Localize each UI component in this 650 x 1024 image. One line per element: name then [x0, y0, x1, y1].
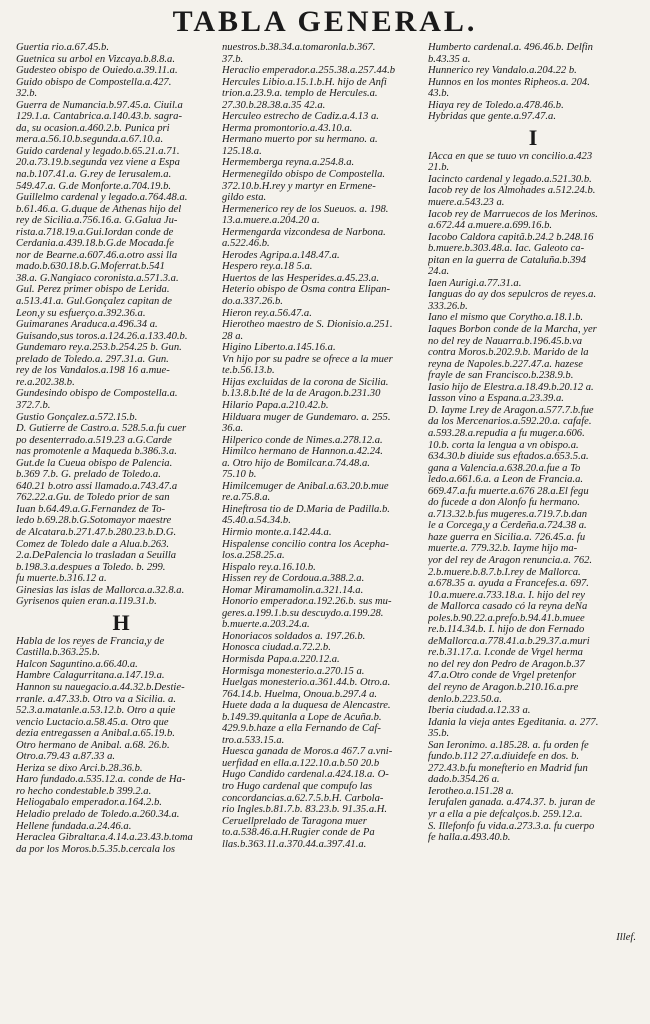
index-line: Hermenegildo obispo de Compostella.	[222, 169, 386, 181]
index-line: Guetnica su arbol en Vizcaya.b.8.8.a.	[16, 53, 175, 65]
index-line: b.369 7.b. G. prelado de Toledo.a.	[16, 469, 161, 481]
index-line: b.149.39.quitanla a Lope de Acuña.b.	[222, 711, 382, 723]
section-letter: I	[528, 124, 538, 150]
index-line: Comez de Toledo dale a Alua.b.263.	[16, 538, 170, 550]
index-line: do.a.337.26.b.	[222, 296, 283, 308]
index-line: 43.b.	[428, 88, 450, 100]
index-line: Gyrisenos quien eran.a.119.31.b.	[16, 596, 157, 608]
index-line: 47.a.Otro conde de Vrgel pretenfor	[428, 670, 577, 682]
index-line: nas promotenle a Maqueda b.386.3.a.	[16, 446, 177, 458]
index-line: Hambre Calagurritana.a.147.19.a.	[16, 670, 165, 682]
index-column-1	[16, 42, 226, 982]
index-line: Hellene fundada.a.24.46.a.	[16, 820, 132, 832]
index-line: Otro hermano de Anibal. a.68. 26.b.	[16, 739, 170, 751]
index-line: Hilperico conde de Nimes.a.278.12.a.	[222, 434, 383, 446]
index-line: 372.7.b.	[16, 399, 51, 411]
index-line: denlo.b.223.50.a.	[428, 693, 502, 705]
index-line: Hispalense concilio contra los Acepha-	[222, 538, 389, 550]
index-line: 75.10 b.	[222, 469, 257, 481]
index-line: 32.b.	[16, 88, 38, 100]
index-line: pitan en la guerra de Cataluña.b.394	[428, 254, 587, 266]
index-line: Guertia rio.a.67.45.b.	[16, 42, 109, 53]
index-line: Heliogabalo emperador.a.164.2.b.	[16, 797, 162, 809]
index-line: Guido obispo de Compostella.a.427.	[16, 76, 172, 88]
index-line: le a Corcega,y a Cerdeña.a.724.38 a.	[428, 520, 587, 532]
index-line: tro.a.533.15.a.	[222, 734, 285, 746]
index-line: Himilco hermano de Hannon.a.42.24.	[222, 446, 383, 458]
index-line: gana a Valencia.a.638.20.a.fue a To	[428, 462, 581, 474]
index-line: Iacob rey de Marruecos de los Merinos.	[428, 208, 598, 220]
index-line: Hormisga monesterio.a.270.15 a.	[222, 665, 365, 677]
index-line: mado.b.630.18.b.G.Moferrat.b.541	[16, 261, 165, 273]
index-column-2	[222, 42, 434, 977]
index-line: Huesca ganada de Moros.a 467.7 a.vni-	[222, 746, 393, 758]
index-line: rey de Sicilia.a.756.16.a. G.Galua Ju-	[16, 215, 178, 227]
index-line: Iberia ciudad.a.12.33 a.	[428, 705, 531, 717]
index-line: Hieron rey.a.56.47.a.	[222, 307, 312, 319]
index-line: Otro.a.79.43 a.87.33 a.	[16, 751, 116, 763]
index-line: nor de Bearne.a.607.46.a.otro assi lla	[16, 249, 178, 261]
index-line: Heterio obispo de Osma contra Elipan-	[222, 284, 391, 296]
index-line: b.13.8.b.Ité de la de Aragon.b.231.30	[222, 388, 381, 400]
page-title: TABLA GENERAL.	[172, 5, 478, 38]
index-line: 669.47.a.fu muerte.a.676 28.a.El fegu	[428, 485, 589, 497]
index-line: Hispalo rey.a.16.10.b.	[222, 561, 316, 573]
index-line: Guido cardenal y legado.b.65.21.a.71.	[16, 145, 180, 157]
index-line: Humberto cardenal.a. 496.46.b. Delfin	[428, 42, 593, 53]
index-line: 762.22.a.Gu. de Toledo prior de san	[16, 492, 170, 504]
index-line: 45.40.a.54.34.b.	[222, 515, 291, 527]
index-line: da por los Moros.b.5.35.b.cercala los	[16, 843, 175, 855]
index-line: yr a ella a pie defcalços.b. 259.12.a.	[428, 809, 583, 820]
index-line: Gundemaro rey.a.253.b.254.25 b. Gun.	[16, 342, 182, 354]
index-line: 10.a.muere.a.733.18.a. I. hijo del rey	[428, 589, 585, 601]
index-line: Hilduara muger de Gundemaro. a. 255.	[222, 411, 391, 423]
index-line: 21.b.	[428, 162, 450, 174]
index-line: 2.b.muere.b.8.7.b.I.rey de Mallorca.	[428, 566, 581, 578]
index-line: Iasio hijo de Elestra.a.18.49.b.20.12 a.	[428, 381, 594, 393]
index-line: te.b.56.13.b.	[222, 365, 275, 377]
index-line: Leon,y su esfuerço.a.392.36.a.	[16, 307, 146, 319]
index-line: 28 a.	[222, 330, 244, 342]
index-line: Huete dada a la duquesa de Alencastre.	[222, 700, 391, 712]
index-line: D. Iayme I.rey de Aragon.a.577.7.b.fue	[428, 404, 594, 416]
index-line: Ierotheo.a.151.28 a.	[428, 785, 514, 797]
index-line: ledo.a.661.6.a. a Leon de Francia.a.	[428, 474, 584, 486]
index-line: IAcca en que se tuuo vn concilio.a.423	[428, 150, 593, 162]
index-line: Hirmio monte.a.142.44.a.	[222, 526, 332, 538]
index-line: frayle de san Francisco.b.238.9.b.	[428, 370, 574, 382]
index-line: no del rey de Nauarra.b.196.45.b.va	[428, 335, 583, 347]
index-line: Guerra de Numancia.b.97.45.a. Ciuil.a	[16, 99, 183, 111]
index-line: a.713.32.b.fus mugeres.a.719.7.b.dan	[428, 508, 588, 520]
index-line: no del rey don Pedro de Aragon.b.37	[428, 658, 585, 670]
index-line: reyna de Napoles.b.227.47.a. hazese	[428, 358, 583, 370]
index-line: 35.b.	[428, 728, 450, 740]
index-line: 36.a.	[222, 423, 244, 435]
index-line: Habla de los reyes de Francia,y de	[16, 635, 165, 647]
index-line: Cerdania.a.439.18.b.G.de Mocada.fe	[16, 238, 174, 250]
index-line: 20.a.73.19.b.segunda vez viene a Espa	[16, 157, 180, 169]
index-line: a. Otro hijo de Bomilcar.a.74.48.a.	[222, 457, 370, 469]
index-line: Iuan b.64.49.a.G.Fernandez de To-	[16, 503, 166, 515]
index-line: prelado de Toledo.a. 297.31.a. Gun.	[16, 353, 169, 365]
index-line: Herodes Agripa.a.148.47.a.	[222, 249, 340, 261]
index-line: Castilla.b.363.25.b.	[16, 647, 100, 659]
index-line: Hierotheo maestro de S. Dionisio.a.251.	[222, 319, 393, 331]
index-line: rranle. a.47.33.b. Otro va a Sicilia. a.	[16, 693, 176, 705]
index-line: a.513.41.a. Gul.Gonçalez capitan de	[16, 296, 172, 308]
index-line: Hercules Libio.a.15.1.b.H. hijo de Anfi	[222, 76, 387, 88]
index-line: fe halla.a.493.40.b.	[428, 832, 511, 844]
index-line: dezia entregassen a Anibal.a.65.19.b.	[16, 728, 175, 740]
index-line: Himilcemuger de Anibal.a.63.20.b.mue	[222, 480, 389, 492]
index-line: Higino Liberto.a.145.16.a.	[222, 342, 336, 354]
index-line: do fucede a don Alonfo fu hermano.	[428, 497, 580, 509]
index-line: Iaen Aurigi.a.77.31.a.	[428, 277, 522, 289]
index-line: 549.47.a. G.de Monforte.a.704.19.b.	[16, 180, 172, 192]
index-line: dado.b.354.26 a.	[428, 774, 500, 786]
index-line: tro Hugo cardenal que compufo las	[222, 781, 373, 792]
index-line: 125.18.a.	[222, 145, 262, 157]
index-line: Iano el mismo que Corytho.a.18.1.b.	[428, 312, 584, 324]
index-line: Honorio emperador.a.192.26.b. sus mu-	[222, 596, 392, 608]
index-line: Heraclea Gibraltar.a.4.14.a.23.43.b.toma	[16, 832, 193, 844]
index-line: Iaques Borbon conde de la Marcha, yer	[428, 324, 597, 336]
index-line: de Alcatara.b.271.47.b.280.23.b.D.G.	[16, 526, 177, 538]
index-line: Guimaranes Araduca.a.496.34 a.	[16, 319, 158, 331]
index-line: Hespero rey.a.18 5.a.	[222, 261, 313, 273]
index-line: gildo esta.	[222, 192, 267, 204]
index-line: 640.21 b.otro assi llamado.a.743.47.a	[16, 480, 178, 492]
index-line: 2.a.DePalencia lo trasladan a Seuilla	[16, 550, 177, 562]
index-line: rio Ingles.b.81.7.b. 83.23.b. 91.35.a.H.	[222, 804, 388, 816]
index-line: Hormisda Papa.a.220.12.a.	[222, 653, 340, 665]
index-line: yor del rey de Aragon renuncia.a. 762.	[428, 554, 593, 566]
index-line: Idania la vieja antes Egeditania. a. 277.	[428, 716, 599, 728]
index-line: re.a.202.38.b.	[16, 376, 75, 388]
index-line: Heladio prelado de Toledo.a.260.34.a.	[16, 809, 180, 820]
index-line: Gul. Perez primer obispo de Lerida.	[16, 284, 170, 296]
index-line: fu muerte.b.316.12 a.	[16, 573, 107, 585]
index-line: Haro fundado.a.535.12.a. conde de Ha-	[16, 774, 186, 786]
index-line: Heraclio emperador.a.255.38.a.257.44.b	[222, 65, 396, 77]
index-line: muere.a.543.23 a.	[428, 197, 505, 209]
index-line: Hugo Candido cardenal.a.424.18.a. O-	[222, 769, 389, 781]
index-line: b.muerte.a.203.24.a.	[222, 619, 310, 631]
index-line: Hineftrosa tio de D.Maria de Padilla.b.	[222, 503, 390, 515]
index-line: San Ieronimo. a.185.28. a. fu orden fe	[428, 739, 589, 751]
index-line: na.b.107.41.a. G.rey de Ierusalem.a.	[16, 169, 172, 181]
index-line: b.198.3.a.despues a Toledo. b. 299.	[16, 561, 166, 573]
index-line: b.43.35 a.	[428, 53, 471, 65]
index-line: 333.26.b.	[428, 300, 468, 312]
index-line: Gustio Gonçalez.a.572.15.b.	[16, 411, 138, 423]
index-line: 372.10.b.H.rey y martyr en Ermene-	[222, 180, 376, 192]
index-line: Hermengarda vizcondesa de Narbona.	[222, 226, 386, 238]
index-line: Gundesindo obispo de Compostella.a.	[16, 388, 178, 400]
index-line: 10.b. corta la lengua a vn obispo.a.	[428, 439, 579, 451]
index-line: rey de los Vandalos.a.198 16 a.mue-	[16, 365, 170, 377]
index-line: Honosca ciudad.a.72.2.b.	[222, 642, 331, 654]
index-line: b.61.46.a. G.duque de Athenas hijo del	[16, 203, 182, 215]
index-line: da, su ocasion.a.460.2.b. Punica pri	[16, 122, 170, 134]
index-line: 634.30.b diuide sus eftados.a.653.5.a.	[428, 451, 589, 463]
index-line: Ceruellprelado de Taragona muer	[222, 815, 367, 827]
index-line: 764.14.b. Huelma, Onoua.b.297.4 a.	[222, 688, 378, 700]
index-line: Guillelmo cardenal y legado.a.764.48.a.	[16, 192, 188, 204]
index-line: Gut.de la Cueua obispo de Palencia.	[16, 457, 173, 469]
index-line: 27.30.b.28.38.a.35 42.a.	[222, 99, 326, 111]
index-line: Hybridas que gente.a.97.47.a.	[428, 111, 556, 123]
index-line: Hissen rey de Cordoua.a.388.2.a.	[222, 573, 365, 585]
index-line: S. Illefonfo fu vida.a.273.3.a. fu cuerpo	[428, 820, 595, 832]
index-line: re.a.75.8.a.	[222, 492, 271, 504]
index-line: los.a.258.25.a.	[222, 550, 285, 562]
index-line: 38.a. G.Nangiaco coronista.a.571.3.a.	[16, 272, 179, 284]
index-line: Hermenerico rey de los Sueuos. a. 198.	[222, 203, 389, 215]
index-line: da los Mercenarios.a.592.20.a. cafafe.	[428, 416, 592, 428]
index-line: Herculeo estrecho de Cadiz.a.4.13 a.	[222, 111, 379, 123]
index-line: Hannon su nauegacio.a.44.32.b.Destie-	[16, 681, 185, 693]
index-line: vencio Luctacio.a.58.45.a. Otro que	[16, 716, 169, 728]
index-column-3	[428, 42, 638, 992]
index-line: Hermano muerto por su hermano. a.	[222, 134, 378, 146]
index-line: Hunnos en los montes Ripheos.a. 204.	[428, 76, 590, 88]
index-line: re.b.31.17.a. I.conde de Vrgel herma	[428, 647, 583, 659]
index-line: Guisando,sus toros.a.124.26.a.133.40.b.	[16, 330, 188, 342]
index-line: concordancias.a.62.7.5.b.H. Carbola-	[222, 792, 384, 804]
index-line: a.522.46.b.	[222, 238, 270, 250]
section-letter: H	[112, 609, 130, 635]
index-line: Iacobo Caldora capitã.b.24.2 b.248.16	[428, 231, 594, 243]
index-line: rista.a.718.19.a.Gui.Iordan conde de	[16, 226, 174, 238]
index-line: Vn hijo por su padre se ofrece a la muer	[222, 353, 393, 365]
index-line: Iacincto cardenal y legado.a.521.30.b.	[428, 173, 592, 185]
index-line: geres.a.199.1.b.su descuydo.a.199.28.	[222, 607, 384, 619]
index-line: contra Moros.b.202.9.b. Marido de la	[428, 347, 589, 359]
index-line: Hermemberga reyna.a.254.8.a.	[222, 157, 355, 169]
index-line: Hilario Papa.a.210.42.b.	[222, 399, 329, 411]
index-line: Halcon Saguntino.a.66.40.a.	[16, 658, 138, 670]
index-line: Huertos de las Hesperides.a.45.23.a.	[222, 272, 380, 284]
index-line: trion.a.23.9.a. templo de Hercules.a.	[222, 88, 378, 100]
index-line: Ginesias las islas de Mallorca.a.32.8.a.	[16, 584, 185, 596]
index-line: b.muere.b.303.48.a. Iac. Galeoto ca-	[428, 243, 585, 255]
index-line: 52.3.a.matanle.a.53.12.b. Otro a quie	[16, 705, 176, 717]
index-line: Gudesteo obispo de Ouiedo.a.39.11.a.	[16, 65, 178, 77]
index-line: muerte.a. 779.32.b. Iayme hijo ma-	[428, 543, 578, 555]
index-line: ledo b.69.28.b.G.Sotomayor maestre	[16, 515, 172, 527]
index-line: a.672.44 a.muere.a.699.16.b.	[428, 220, 553, 232]
index-line: poles.b.90.22.a.prefo.b.94.41.b.muee	[428, 612, 585, 624]
index-line: po desenterrado.a.519.23 a.G.Carde	[16, 434, 172, 446]
index-line: de Mallorca casado có la reyna deNa	[428, 601, 588, 613]
index-line: to.a.538.46.a.H.Rugier conde de Pa	[222, 827, 375, 839]
index-line: fundo.b.112 27.a.diuidefe en dos. b.	[428, 751, 580, 763]
index-line: 37.b.	[222, 53, 244, 65]
index-line: 429.9.b.haze a ella Fernando de Caf-	[222, 723, 381, 735]
index-line: 129.1.a. Cantabrica.a.140.43.b. sagra-	[16, 111, 182, 123]
index-line: deMallorca.a.778.41.a.b.29.37.a.muri	[428, 635, 590, 647]
index-line: a.593.28.a.repudia a fu muger.a.606.	[428, 427, 585, 439]
index-line: Herma promontorio.a.43.10.a.	[222, 122, 353, 134]
index-line: Huelgas monesterio.a.361.44.b. Otro.a.	[222, 677, 391, 689]
index-line: 272.43.b.fu monefterio en Madrid fun	[428, 762, 588, 774]
index-line: uerfidad en ella.a.122.10.a.b.50 20.b	[222, 757, 380, 769]
index-line: del reyno de Aragon.b.210.16.a.pre	[428, 681, 579, 693]
index-line: Hijas excluidas de la corona de Sicilia.	[222, 376, 389, 388]
index-line: D. Gutierre de Castro.a. 528.5.a.fu cuer	[16, 423, 187, 435]
index-line: 24.a.	[428, 266, 450, 278]
index-line: ro hecho condestable.b 399.2.a.	[16, 785, 152, 797]
index-line: Ierufalen ganada. a.474.37. b. juran de	[428, 797, 596, 809]
index-line: re.b.114.34.b. I. hijo de don Fernado	[428, 624, 585, 636]
index-line: a.678.35 a. ayuda a Francefes.a. 697.	[428, 578, 589, 590]
index-line: Heriza se dixo Arci.b.28.36.b.	[16, 762, 143, 774]
index-line: haze guerra en Sicilia.a. 726.45.a. fu	[428, 531, 586, 543]
index-line: llas.b.363.11.a.370.44.a.397.41.a.	[222, 838, 367, 850]
index-line: Iasson vino a Espana.a.23.39.a.	[428, 393, 564, 405]
index-line: Homar Miramamolin.a.321.14.a.	[222, 584, 364, 596]
index-line: Hiaya rey de Toledo.a.478.46.b.	[428, 99, 564, 111]
index-line: Hunnerico rey Vandalo.a.204.22 b.	[428, 65, 577, 77]
index-line: nuestros.b.38.34.a.tomaronla.b.367.	[222, 42, 376, 53]
catchword: Illef.	[616, 932, 636, 943]
index-line: Iacob rey de los Almohades a.512.24.b.	[428, 185, 596, 197]
index-line: Honoriacos soldados a. 197.26.b.	[222, 630, 366, 642]
index-line: Ianguas do ay dos sepulcros de reyes.a.	[428, 289, 597, 301]
index-line: 13.a.muere.a.204.20 a.	[222, 215, 320, 227]
index-line: mera.a.56.10.b.segunda.a.67.10.a.	[16, 134, 164, 146]
